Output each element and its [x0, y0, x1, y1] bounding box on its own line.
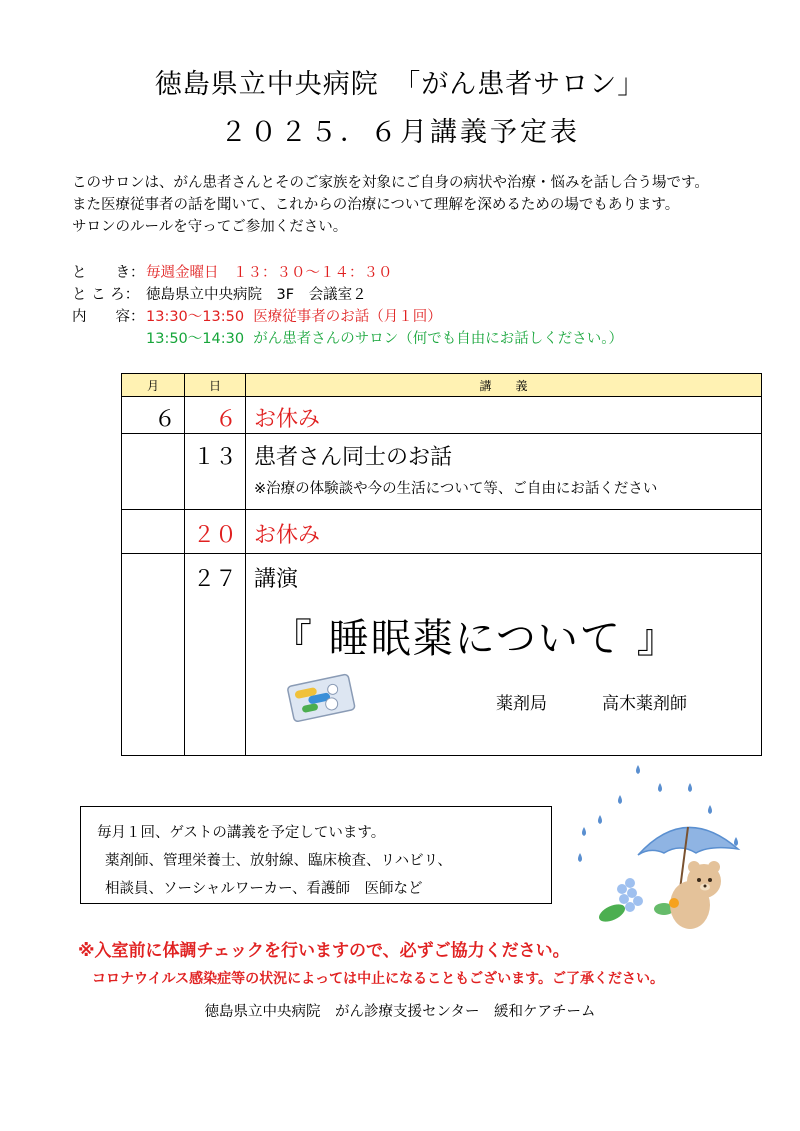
table-row [122, 510, 762, 554]
event-info [72, 262, 623, 350]
table-header-row [122, 374, 762, 397]
guest-line-2: 薬剤師、管理栄養士、放射線、臨床検査、リハビリ、 [105, 853, 452, 869]
intro-line-3: サロンのルールを守ってご参加ください。 [72, 219, 348, 235]
table-row [122, 554, 762, 756]
table-row [122, 434, 762, 510]
intro-text [72, 172, 709, 238]
medicine-pills-icon [286, 672, 356, 722]
speaker-department: 薬剤局 [496, 694, 547, 714]
row-day: ２７ [185, 554, 246, 756]
row-lecture: 患者さん同士のお話 [254, 445, 453, 470]
row-day: ６ [185, 397, 246, 434]
content2-time: 13:50～14:30 [146, 331, 245, 347]
guest-line-3: 相談員、ソーシャルワーカー、看護師 医師など [105, 881, 423, 897]
where-label: と こ ろ： [72, 287, 140, 303]
footer-organization: 徳島県立中央病院 がん診療支援センター 緩和ケアチーム [204, 1004, 596, 1020]
seminar-title: 『 睡眠薬について 』 [272, 616, 679, 662]
row-month [122, 510, 185, 554]
page-title: 徳島県立中央病院 「がん患者サロン」 [154, 69, 646, 100]
guest-info-box [80, 806, 552, 904]
table-row [122, 397, 762, 434]
speaker-name: 高木薬剤師 [602, 694, 687, 714]
row-note: ※治療の体験談や今の生活について等、ご自由にお話ください [254, 481, 658, 497]
content1-text: 医療従事者のお話（月１回） [253, 309, 442, 325]
content-label: 内 容： [72, 309, 145, 325]
row-month: ６ [122, 397, 185, 434]
warning-cancellation: コロナウイルス感染症等の状況によっては中止になることもございます。ご了承ください。 [92, 971, 665, 987]
when-label: と き： [72, 265, 145, 281]
intro-line-1: このサロンは、がん患者さんとそのご家族を対象にご自身の病状や治療・悩みを話し合う場です。 [72, 175, 709, 191]
header-month: 月 [122, 374, 185, 397]
row-month [122, 434, 185, 510]
warning-health-check: ※入室前に体調チェックを行いますので、必ずご協力ください。 [78, 941, 570, 961]
row-day: ２０ [185, 510, 246, 554]
content1-time: 13:30～13:50 [146, 309, 245, 325]
schedule-table [121, 373, 762, 756]
intro-line-2: また医療従事者の話を聞いて、これからの治療について理解を深めるための場でもあります。 [72, 197, 680, 213]
bear-umbrella-illustration [560, 755, 760, 945]
page-subtitle: ２０２５．６月講義予定表 [220, 117, 580, 148]
when-value: 毎週金曜日 １３：３０～１４：３０ [146, 265, 393, 281]
row-lecture: お休み [254, 407, 321, 432]
row-day: １３ [185, 434, 246, 510]
guest-line-1: 毎月１回、ゲストの講義を予定しています。 [97, 825, 386, 841]
content2-text: がん患者さんのサロン（何でも自由にお話しください。） [253, 331, 624, 347]
row-month [122, 554, 185, 756]
header-day: 日 [185, 374, 246, 397]
row-lecture: お休み [254, 523, 321, 548]
where-value: 徳島県立中央病院 3F 会議室２ [146, 287, 367, 303]
row-lecture: 講演 [254, 567, 299, 592]
header-lecture: 講 義 [246, 374, 762, 397]
